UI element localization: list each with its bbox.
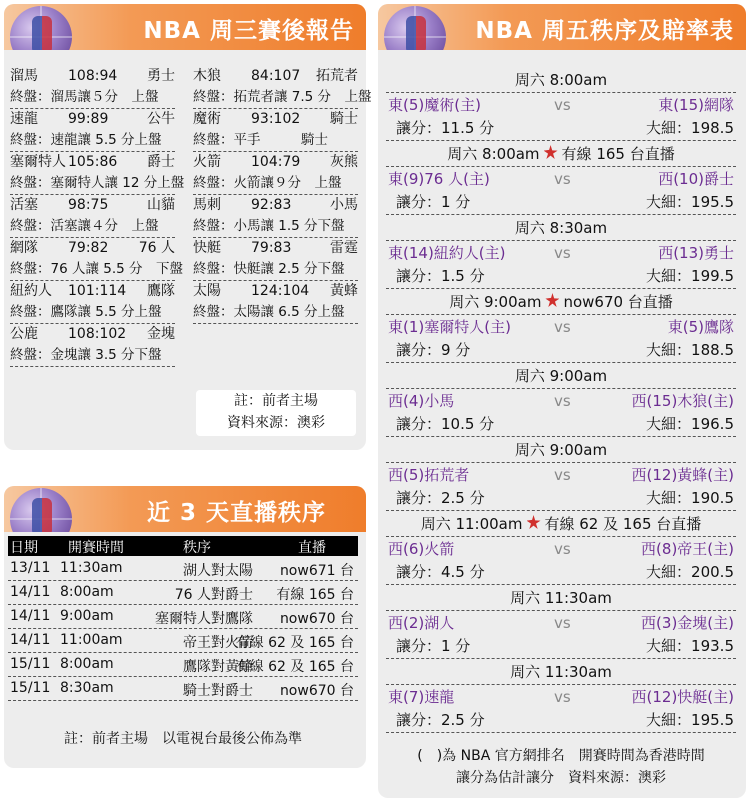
header-order: 秩序 (183, 540, 211, 556)
result-row (10, 109, 175, 130)
summary-text: 終盤：拓荒者讓 7.5 分 上盤 (193, 89, 372, 105)
vs-label: vs (554, 540, 571, 558)
result-summary (193, 87, 372, 109)
game-time-text: 周六 9:00am (514, 441, 608, 459)
matchup-cell: 塞爾特人對鷹隊 (155, 611, 253, 627)
vs-label: vs (554, 170, 571, 188)
broadcast-cell: 有線 165 台 (276, 587, 354, 603)
result-summary (10, 87, 175, 109)
game-time (386, 216, 736, 241)
schedule-row (8, 653, 358, 677)
odds-line (386, 191, 736, 215)
score: 99:89 (68, 111, 109, 127)
tv-channel: 有線 165 台直播 (561, 145, 675, 163)
home-team: 西(2)湖人 (388, 614, 455, 632)
team-a: 公鹿 (10, 326, 38, 342)
odds-header (378, 4, 746, 50)
matchup (386, 611, 736, 635)
away-team: 東(15)網隊 (658, 96, 734, 114)
spread: 讓分：2.5 分 (396, 489, 485, 507)
schedule-row (8, 605, 358, 629)
total: 大細：196.5 (646, 415, 734, 433)
schedule-row (8, 581, 358, 605)
header-date: 日期 (10, 540, 38, 556)
team-b: 小馬 (330, 197, 358, 213)
score: 84:107 (251, 68, 301, 84)
away-team: 西(15)木狼(主) (631, 392, 734, 410)
result-row (193, 152, 358, 173)
summary-text: 終盤：溜馬讓５分 上盤 (10, 89, 159, 105)
matchup (386, 241, 736, 265)
game-time-text: 周六 8:00am (514, 71, 608, 89)
team-a: 活塞 (10, 197, 38, 213)
result-summary (193, 302, 358, 324)
home-team: 西(6)火箭 (388, 540, 455, 558)
score: 79:83 (251, 240, 292, 256)
game-block (386, 142, 736, 216)
schedule-row (8, 557, 358, 581)
game-time-text: 周六 9:00am (514, 367, 608, 385)
game-block (386, 290, 736, 364)
game-block (386, 364, 736, 438)
game-block (386, 68, 736, 142)
result-summary (193, 130, 358, 152)
game-time (386, 68, 736, 93)
game-time-text: 周六 8:30am (514, 219, 608, 237)
result-row (10, 195, 175, 216)
vs-label: vs (554, 318, 571, 336)
team-a: 魔術 (193, 111, 221, 127)
total: 大細：198.5 (646, 119, 734, 137)
team-a: 速龍 (10, 111, 38, 127)
odds-line (386, 339, 736, 363)
spread: 讓分：4.5 分 (396, 563, 485, 581)
schedule-note: 註：前者主場 以電視台最後公佈為準 (64, 731, 302, 747)
game-block (386, 660, 736, 734)
time-cell: 11:30am (60, 560, 123, 576)
odds-line (386, 117, 736, 141)
broadcast-cell: 有線 62 及 165 台 (235, 635, 354, 651)
summary-text: 終盤：速龍讓 5.5 分上盤 (10, 132, 162, 148)
odds-line (386, 709, 736, 733)
result-row (10, 281, 175, 302)
game-block (386, 586, 736, 660)
matchup-cell: 76 人對爵士 (174, 587, 253, 603)
result-row (10, 152, 175, 173)
total: 大細：195.5 (646, 193, 734, 211)
home-team: 西(4)小馬 (388, 392, 455, 410)
matchup (386, 167, 736, 191)
game-time (386, 586, 736, 611)
tv-broadcast-icon (545, 293, 559, 307)
odds-footnote (386, 745, 736, 789)
result-row (193, 109, 358, 130)
team-b: 黃蜂 (330, 283, 358, 299)
total: 大細：199.5 (646, 267, 734, 285)
header-broadcast: 直播 (298, 540, 326, 556)
home-team: 東(5)魔術(主) (388, 96, 481, 114)
schedule-header (4, 486, 366, 532)
time-cell: 8:30am (60, 680, 114, 696)
matchup (386, 93, 736, 117)
matchup (386, 389, 736, 413)
time-cell: 8:00am (60, 656, 114, 672)
matchup (386, 463, 736, 487)
spread: 讓分：1 分 (396, 637, 471, 655)
total: 大細：200.5 (646, 563, 734, 581)
report-title: NBA 周三賽後報告 (143, 18, 354, 44)
game-time (386, 660, 736, 685)
result-row (193, 238, 358, 259)
game-time-text: 周六 11:30am (510, 663, 612, 681)
schedule-row (8, 677, 358, 701)
away-team: 西(3)金塊(主) (641, 614, 734, 632)
odds-line (386, 635, 736, 659)
total: 大細：190.5 (646, 489, 734, 507)
matchup-cell: 鷹隊對黃蜂 (183, 659, 253, 675)
result-row (193, 66, 358, 87)
basketball-logo-icon (384, 6, 446, 50)
team-b: 山貓 (147, 197, 175, 213)
spread: 讓分：2.5 分 (396, 711, 485, 729)
vs-label: vs (554, 614, 571, 632)
away-team: 東(5)鷹隊 (667, 318, 734, 336)
date-cell: 13/11 (10, 560, 51, 576)
result-row (10, 238, 175, 259)
away-team: 西(10)爵士 (658, 170, 734, 188)
basketball-logo-icon (10, 488, 72, 532)
result-summary (10, 259, 184, 281)
date-cell: 14/11 (10, 584, 51, 600)
matchup-cell: 帝王對火箭 (183, 635, 253, 651)
vs-label: vs (554, 244, 571, 262)
note-source: 資料來源：澳彩 (227, 415, 325, 431)
matchup-cell: 湖人對太陽 (183, 563, 253, 579)
result-summary (193, 173, 358, 195)
team-b: 76 人 (138, 240, 175, 256)
result-summary (10, 130, 175, 152)
home-team: 東(9)76 人(主) (388, 170, 490, 188)
game-time (386, 512, 736, 537)
game-time-text: 周六 8:00am (447, 145, 540, 163)
away-team: 西(13)勇士 (658, 244, 734, 262)
result-row (193, 281, 358, 302)
odds-line (386, 487, 736, 511)
odds-line (386, 561, 736, 585)
result-summary (193, 216, 358, 238)
game-time-text: 周六 11:30am (510, 589, 612, 607)
score: 93:102 (251, 111, 301, 127)
time-cell: 9:00am (60, 608, 114, 624)
tv-channel: 有線 62 及 165 台直播 (544, 515, 702, 533)
score: 105:86 (68, 154, 118, 170)
tv-broadcast-icon (527, 515, 541, 529)
total: 大細：193.5 (646, 637, 734, 655)
away-team: 西(12)快艇(主) (631, 688, 734, 706)
summary-text: 終盤：小馬讓 1.5 分下盤 (193, 218, 345, 234)
spread: 讓分：1 分 (396, 193, 471, 211)
vs-label: vs (554, 688, 571, 706)
score: 98:75 (68, 197, 109, 213)
away-team: 西(12)黃蜂(主) (631, 466, 734, 484)
score: 104:79 (251, 154, 301, 170)
score: 101:114 (68, 283, 127, 299)
game-time (386, 364, 736, 389)
summary-text: 終盤：76 人讓 5.5 分 下盤 (10, 261, 184, 277)
home-team: 西(5)拓荒者 (388, 466, 470, 484)
report-note (196, 390, 356, 436)
odds-title: NBA 周五秩序及賠率表 (475, 18, 734, 44)
summary-text: 終盤：火箭讓９分 上盤 (193, 175, 342, 191)
result-summary (193, 259, 358, 281)
spread: 讓分：11.5 分 (396, 119, 495, 137)
away-team: 西(8)帝王(主) (641, 540, 734, 558)
odds-line (386, 413, 736, 437)
broadcast-cell: now670 台 (279, 611, 354, 627)
summary-text: 終盤：塞爾特人讓 12 分上盤 (10, 175, 185, 191)
summary-text: 終盤：鷹隊讓 5.5 分上盤 (10, 304, 162, 320)
vs-label: vs (554, 392, 571, 410)
broadcast-cell: now671 台 (279, 563, 354, 579)
tv-broadcast-icon (544, 145, 558, 159)
game-block (386, 438, 736, 512)
matchup (386, 537, 736, 561)
result-summary (10, 216, 175, 238)
home-team: 東(14)紐約人(主) (388, 244, 506, 262)
game-time-text: 周六 9:00am (449, 293, 542, 311)
spread: 讓分：10.5 分 (396, 415, 495, 433)
team-a: 快艇 (193, 240, 221, 256)
summary-text: 終盤：平手 騎士 (193, 132, 328, 148)
team-a: 木狼 (193, 68, 221, 84)
team-a: 網隊 (10, 240, 38, 256)
result-row (10, 66, 175, 87)
team-b: 公牛 (147, 111, 175, 127)
result-row (10, 324, 175, 345)
result-summary (10, 173, 185, 195)
team-b: 鷹隊 (147, 283, 175, 299)
footnote-source: 讓分為估計讓分 資料來源：澳彩 (456, 770, 666, 786)
broadcast-cell: now670 台 (279, 683, 354, 699)
score: 79:82 (68, 240, 109, 256)
spread: 讓分：1.5 分 (396, 267, 485, 285)
broadcast-cell: 有線 62 及 165 台 (235, 659, 354, 675)
total: 大細：188.5 (646, 341, 734, 359)
date-cell: 15/11 (10, 656, 51, 672)
score: 108:102 (68, 326, 127, 342)
matchup (386, 315, 736, 339)
team-b: 雷霆 (330, 240, 358, 256)
time-cell: 8:00am (60, 584, 114, 600)
game-block (386, 512, 736, 586)
team-b: 勇士 (147, 68, 175, 84)
summary-text: 終盤：金塊讓 3.5 分下盤 (10, 347, 162, 363)
time-cell: 11:00am (60, 632, 123, 648)
spread: 讓分：9 分 (396, 341, 471, 359)
tv-channel: now670 台直播 (563, 293, 673, 311)
team-a: 太陽 (193, 283, 221, 299)
odds-line (386, 265, 736, 289)
team-b: 爵士 (147, 154, 175, 170)
home-team: 東(1)塞爾特人(主) (388, 318, 511, 336)
game-time (386, 438, 736, 463)
header-time: 開賽時間 (68, 540, 124, 556)
schedule-table-header (8, 536, 358, 556)
game-block (386, 216, 736, 290)
result-summary (10, 345, 175, 367)
game-time (386, 290, 736, 315)
team-b: 拓荒者 (316, 68, 358, 84)
vs-label: vs (554, 96, 571, 114)
team-a: 火箭 (193, 154, 221, 170)
team-a: 紐約人 (10, 283, 52, 299)
game-time-text: 周六 11:00am (420, 515, 523, 533)
summary-text: 終盤：活塞讓４分 上盤 (10, 218, 159, 234)
date-cell: 14/11 (10, 632, 51, 648)
score: 108:94 (68, 68, 118, 84)
game-time (386, 142, 736, 167)
basketball-logo-icon (10, 6, 72, 50)
team-b: 騎士 (330, 111, 358, 127)
team-b: 金塊 (147, 326, 175, 342)
score: 92:83 (251, 197, 292, 213)
summary-text: 終盤：太陽讓 6.5 分上盤 (193, 304, 345, 320)
total: 大細：195.5 (646, 711, 734, 729)
summary-text: 終盤：快艇讓 2.5 分下盤 (193, 261, 345, 277)
date-cell: 15/11 (10, 680, 51, 696)
result-summary (10, 302, 175, 324)
result-row (193, 195, 358, 216)
home-team: 東(7)速龍 (388, 688, 455, 706)
schedule-row (8, 629, 358, 653)
matchup-cell: 騎士對爵士 (183, 683, 253, 699)
score: 124:104 (251, 283, 310, 299)
note-home: 註：前者主場 (234, 393, 318, 409)
team-b: 灰熊 (330, 154, 358, 170)
team-a: 溜馬 (10, 68, 38, 84)
team-a: 塞爾特人 (10, 154, 66, 170)
footnote-ranking: ( )為 NBA 官方網排名 開賽時間為香港時間 (417, 748, 705, 764)
vs-label: vs (554, 466, 571, 484)
team-a: 馬刺 (193, 197, 221, 213)
report-right-column (193, 66, 372, 324)
report-header (4, 4, 366, 50)
date-cell: 14/11 (10, 608, 51, 624)
matchup (386, 685, 736, 709)
report-left-column (10, 66, 185, 367)
schedule-title: 近 3 天直播秩序 (146, 500, 326, 526)
